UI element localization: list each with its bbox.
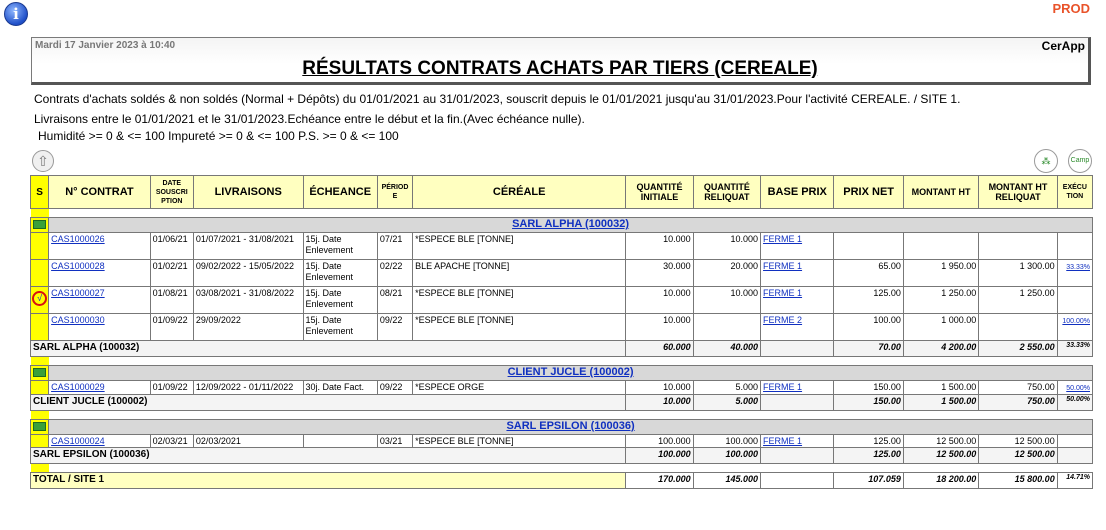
description-line-3: Humidité >= 0 & <= 100 Impureté >= 0 & <= 100 P.S. >= 0 & <= 100 xyxy=(38,129,399,143)
col-periode[interactable]: PÉRIOD E xyxy=(377,176,412,209)
table-row xyxy=(31,233,1093,260)
spacer-s xyxy=(31,464,49,473)
montant-rel-cell: 750.00 xyxy=(979,381,1057,395)
contrat-cell xyxy=(49,381,151,395)
contract-link[interactable]: CAS1000030 xyxy=(51,315,105,325)
prix-net-cell: 125.00 xyxy=(834,435,903,448)
base-prix-cell xyxy=(761,435,834,448)
contrat-cell xyxy=(49,287,151,314)
cereale-cell: BLE APACHE [TONNE] xyxy=(413,260,626,287)
prix-net-cell: 65.00 xyxy=(834,260,903,287)
base-prix-link[interactable]: FERME 1 xyxy=(763,234,803,244)
group-name xyxy=(49,218,1093,233)
total-montant-ht: 18 200.00 xyxy=(903,473,978,489)
total-qte-rel: 5.000 xyxy=(693,395,760,411)
row-select[interactable] xyxy=(31,260,49,287)
col-qte-rel[interactable]: QUANTITÉ RELIQUAT xyxy=(693,176,760,209)
total-montant-ht: 4 200.00 xyxy=(903,341,978,357)
col-execution[interactable]: EXÉCU TION xyxy=(1057,176,1092,209)
contract-link[interactable]: CAS1000024 xyxy=(51,436,105,446)
montant-ht-cell: 1 000.00 xyxy=(903,314,978,341)
group-total-row xyxy=(31,341,1093,357)
export-icon[interactable]: ⁂ xyxy=(1034,149,1058,173)
montant-rel-cell: 1 300.00 xyxy=(979,260,1057,287)
total-qte-init: 100.000 xyxy=(626,448,693,464)
total-montant-rel: 12 500.00 xyxy=(979,448,1057,464)
group-mail[interactable] xyxy=(31,366,49,381)
envelope-icon[interactable] xyxy=(33,368,46,377)
base-prix-cell xyxy=(761,314,834,341)
execution-link[interactable]: 50.00% xyxy=(1066,385,1090,392)
col-cereale[interactable]: CÉRÉALE xyxy=(413,176,626,209)
total-montant-rel: 2 550.00 xyxy=(979,341,1057,357)
total-qte-rel: 40.000 xyxy=(693,341,760,357)
col-montant-rel[interactable]: MONTANT HT RELIQUAT xyxy=(979,176,1057,209)
group-header xyxy=(31,218,1093,233)
date-cell: 01/02/21 xyxy=(150,260,193,287)
total-prix-net: 150.00 xyxy=(834,395,903,411)
montant-ht-cell xyxy=(903,233,978,260)
col-prix-net[interactable]: PRIX NET xyxy=(834,176,903,209)
echeance-cell: 15j. Date Enlevement xyxy=(303,233,377,260)
environment-label: PROD xyxy=(1052,1,1090,16)
total-execution: 33.33% xyxy=(1057,341,1092,357)
table-row xyxy=(31,381,1093,395)
prix-net-cell: 150.00 xyxy=(834,381,903,395)
qte-init-cell: 10.000 xyxy=(626,381,693,395)
total-prix-net: 70.00 xyxy=(834,341,903,357)
total-montant-rel: 750.00 xyxy=(979,395,1057,411)
montant-ht-cell: 1 950.00 xyxy=(903,260,978,287)
date-cell: 01/08/21 xyxy=(150,287,193,314)
total-base-prix xyxy=(761,473,834,489)
report-date: Mardi 17 Janvier 2023 à 10:40 xyxy=(35,40,176,51)
group-link[interactable]: SARL ALPHA (100032) xyxy=(512,218,630,230)
total-qte-rel: 100.000 xyxy=(693,448,760,464)
group-header xyxy=(31,420,1093,435)
grand-total-row xyxy=(31,473,1093,489)
qte-rel-cell: 5.000 xyxy=(693,381,760,395)
execution-cell xyxy=(1057,314,1092,341)
report-description xyxy=(34,89,1094,129)
prix-net-cell: 100.00 xyxy=(834,314,903,341)
total-qte-rel: 145.000 xyxy=(693,473,760,489)
contract-link[interactable]: CAS1000026 xyxy=(51,234,105,244)
total-label: SARL EPSILON (100036) xyxy=(31,448,626,464)
col-s: S xyxy=(31,176,49,209)
description-line-2: Livraisons entre le 01/01/2021 et le 31/01/2023.Echéance entre le début et la fin.(Avec échéance nulle). xyxy=(34,112,585,126)
info-icon[interactable]: i xyxy=(4,2,28,26)
total-label: TOTAL / SITE 1 xyxy=(31,473,626,489)
total-execution xyxy=(1057,448,1092,464)
qte-init-cell: 10.000 xyxy=(626,287,693,314)
cereale-cell: *ESPECE BLE [TONNE] xyxy=(413,435,626,448)
app-name: CerApp xyxy=(1041,39,1085,53)
date-cell: 01/09/22 xyxy=(150,314,193,341)
total-execution: 50.00% xyxy=(1057,395,1092,411)
cereale-cell: *ESPECE BLE [TONNE] xyxy=(413,314,626,341)
total-base-prix xyxy=(761,395,834,411)
total-qte-init: 60.000 xyxy=(626,341,693,357)
total-montant-ht: 1 500.00 xyxy=(903,395,978,411)
date-cell: 01/06/21 xyxy=(150,233,193,260)
base-prix-link[interactable]: FERME 2 xyxy=(763,315,803,325)
contrat-cell xyxy=(49,233,151,260)
spacer xyxy=(49,209,1093,218)
table-row xyxy=(31,435,1093,448)
montant-ht-cell: 12 500.00 xyxy=(903,435,978,448)
total-label: SARL ALPHA (100032) xyxy=(31,341,626,357)
prix-net-cell xyxy=(834,233,903,260)
base-prix-link[interactable]: FERME 1 xyxy=(763,288,803,298)
montant-ht-cell: 1 250.00 xyxy=(903,287,978,314)
report-header xyxy=(31,37,1091,85)
montant-rel-cell xyxy=(979,314,1057,341)
group-header xyxy=(31,366,1093,381)
contract-link[interactable]: CAS1000027 xyxy=(51,288,105,298)
group-total-row xyxy=(31,395,1093,411)
row-select[interactable] xyxy=(31,381,49,395)
qte-rel-cell: 10.000 xyxy=(693,287,760,314)
echeance-cell: 15j. Date Enlevement xyxy=(303,314,377,341)
date-cell: 02/03/21 xyxy=(150,435,193,448)
livraisons-cell: 01/07/2021 - 31/08/2021 xyxy=(193,233,303,260)
contrat-cell xyxy=(49,314,151,341)
total-montant-rel: 15 800.00 xyxy=(979,473,1057,489)
execution-cell xyxy=(1057,233,1092,260)
montant-rel-cell: 12 500.00 xyxy=(979,435,1057,448)
livraisons-cell: 12/09/2022 - 01/11/2022 xyxy=(193,381,303,395)
envelope-icon[interactable] xyxy=(33,220,46,229)
periode-cell: 09/22 xyxy=(377,314,412,341)
qte-init-cell: 10.000 xyxy=(626,314,693,341)
periode-cell: 08/21 xyxy=(377,287,412,314)
base-prix-cell xyxy=(761,260,834,287)
total-qte-init: 10.000 xyxy=(626,395,693,411)
echeance-cell: 15j. Date Enlevement xyxy=(303,287,377,314)
total-montant-ht: 12 500.00 xyxy=(903,448,978,464)
qte-rel-cell: 10.000 xyxy=(693,233,760,260)
camp-icon-label: Camp xyxy=(1070,157,1090,164)
group-name xyxy=(49,366,1093,381)
execution-cell xyxy=(1057,381,1092,395)
col-date[interactable]: DATE SOUSCRI PTION xyxy=(150,176,193,209)
base-prix-link[interactable]: FERME 1 xyxy=(763,436,803,446)
prix-net-cell: 125.00 xyxy=(834,287,903,314)
col-montant-ht[interactable]: MONTANT HT xyxy=(903,176,978,209)
livraisons-cell: 03/08/2021 - 31/08/2022 xyxy=(193,287,303,314)
camp-icon[interactable] xyxy=(1068,149,1092,173)
qte-rel-cell: 20.000 xyxy=(693,260,760,287)
periode-cell: 02/22 xyxy=(377,260,412,287)
periode-cell: 03/21 xyxy=(377,435,412,448)
base-prix-cell xyxy=(761,287,834,314)
contrat-cell xyxy=(49,435,151,448)
up-arrow-icon[interactable]: ⇧ xyxy=(32,150,54,172)
qte-rel-cell: 100.000 xyxy=(693,435,760,448)
contrat-cell xyxy=(49,260,151,287)
montant-ht-cell: 1 500.00 xyxy=(903,381,978,395)
table-row xyxy=(31,314,1093,341)
total-label: CLIENT JUCLE (100002) xyxy=(31,395,626,411)
group-mail[interactable] xyxy=(31,420,49,435)
col-livraisons[interactable]: LIVRAISONS xyxy=(193,176,303,209)
table-row xyxy=(31,287,1093,314)
echeance-cell: 30j. Date Fact. xyxy=(303,381,377,395)
group-link[interactable]: CLIENT JUCLE (100002) xyxy=(507,366,634,378)
contract-link[interactable]: CAS1000028 xyxy=(51,261,105,271)
contract-link[interactable]: CAS1000029 xyxy=(51,382,105,392)
base-prix-cell xyxy=(761,233,834,260)
echeance-cell xyxy=(303,435,377,448)
row-select[interactable] xyxy=(31,435,49,448)
execution-link[interactable]: 33.33% xyxy=(1066,264,1090,271)
group-link[interactable]: SARL EPSILON (100036) xyxy=(506,420,635,432)
spacer-s xyxy=(31,209,49,218)
total-base-prix xyxy=(761,448,834,464)
base-prix-cell xyxy=(761,381,834,395)
page-title: RÉSULTATS CONTRATS ACHATS PAR TIERS (CEREALE) xyxy=(302,58,818,79)
total-qte-init: 170.000 xyxy=(626,473,693,489)
group-name xyxy=(49,420,1093,435)
total-base-prix xyxy=(761,341,834,357)
montant-rel-cell: 1 250.00 xyxy=(979,287,1057,314)
qte-init-cell: 30.000 xyxy=(626,260,693,287)
execution-cell xyxy=(1057,287,1092,314)
cereale-cell: *ESPECE BLE [TONNE] xyxy=(413,233,626,260)
col-contrat[interactable]: N° CONTRAT xyxy=(49,176,151,209)
table-row xyxy=(31,260,1093,287)
description-line-1: Contrats d'achats soldés & non soldés (Normal + Dépôts) du 01/01/2021 au 31/01/2023, souscrit depuis le 01/01/2021 jusqu'au 31/01/2023.Pour l'activité CEREALE. / SITE 1. xyxy=(34,92,961,106)
base-prix-link[interactable]: FERME 1 xyxy=(763,261,803,271)
execution-link[interactable]: 100.00% xyxy=(1062,318,1090,325)
livraisons-cell: 09/02/2022 - 15/05/2022 xyxy=(193,260,303,287)
envelope-icon[interactable] xyxy=(33,422,46,431)
spacer xyxy=(49,357,1093,366)
row-select[interactable] xyxy=(31,287,49,314)
periode-cell: 07/21 xyxy=(377,233,412,260)
total-execution: 14.71% xyxy=(1057,473,1092,489)
total-prix-net: 125.00 xyxy=(834,448,903,464)
qte-init-cell: 10.000 xyxy=(626,233,693,260)
col-base-prix[interactable]: BASE PRIX xyxy=(761,176,834,209)
results-table xyxy=(30,175,1093,489)
total-prix-net: 107.059 xyxy=(834,473,903,489)
livraisons-cell: 29/09/2022 xyxy=(193,314,303,341)
cereale-cell: *ESPECE BLE [TONNE] xyxy=(413,287,626,314)
base-prix-link[interactable]: FERME 1 xyxy=(763,382,803,392)
execution-cell xyxy=(1057,260,1092,287)
group-mail[interactable] xyxy=(31,218,49,233)
check-icon[interactable]: √ xyxy=(32,291,47,306)
date-cell: 01/09/22 xyxy=(150,381,193,395)
group-total-row xyxy=(31,448,1093,464)
cereale-cell: *ESPECE ORGE xyxy=(413,381,626,395)
row-select[interactable] xyxy=(31,233,49,260)
row-select[interactable] xyxy=(31,314,49,341)
qte-init-cell: 100.000 xyxy=(626,435,693,448)
col-echeance[interactable]: ÉCHEANCE xyxy=(303,176,377,209)
echeance-cell: 15j. Date Enlevement xyxy=(303,260,377,287)
execution-cell xyxy=(1057,435,1092,448)
spacer-s xyxy=(31,411,49,420)
montant-rel-cell xyxy=(979,233,1057,260)
livraisons-cell: 02/03/2021 xyxy=(193,435,303,448)
qte-rel-cell xyxy=(693,314,760,341)
periode-cell: 09/22 xyxy=(377,381,412,395)
spacer xyxy=(49,411,1093,420)
spacer-s xyxy=(31,357,49,366)
col-qte-init[interactable]: QUANTITÉ INITIALE xyxy=(626,176,693,209)
spacer xyxy=(49,464,1093,473)
